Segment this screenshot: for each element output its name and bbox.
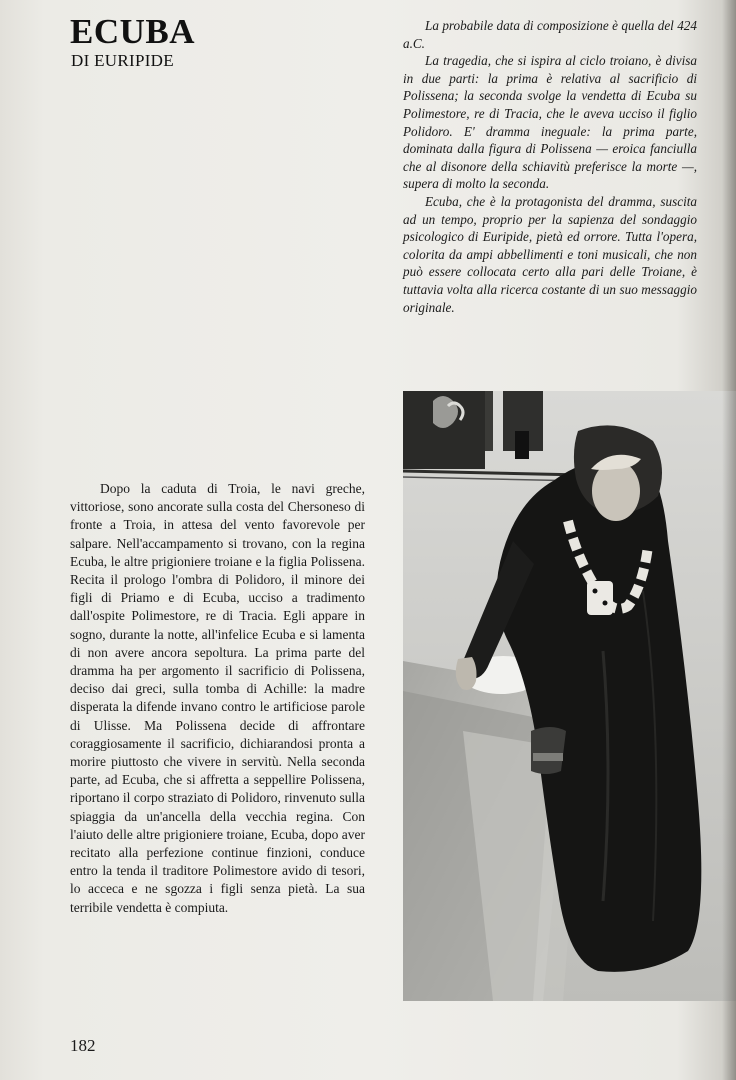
page-title: ECUBA <box>70 12 196 51</box>
page-subtitle: DI EURIPIDE <box>71 51 174 70</box>
intro-paragraph: Ecuba, che è la protagonista del dramma, suscita ad un tempo, proprio per la sapienza del sondaggio psicologico di Euripide, pietà ed orrore. Tutta l'opera, colorita da ampi abbellimenti e toni musicali, che non può essere collocata certo alla pari delle Troiane, è tuttavia volta alla ricerca costante di un suo messaggio originale. <box>403 193 697 315</box>
synopsis-paragraph: Dopo la caduta di Troia, le navi greche, vittoriose, sono ancorate sulla costa del Chersoneso di fronte a Troia, in attesa del vento favorevole per salpare. Nell'accampamento si trovano, con la regina Ecuba, le altre prigioniere troiane e la figlia Polissena. Recita il prologo l'ombra di Polidoro, il minore dei figli di Priamo e di Ecuba, ucciso a tradimento dall'ospite Polimestore, re di Tracia. Egli appare in sogno, durante la notte, all'infelice Ecuba e si lamenta di non avere ancora sepoltura. La prima parte del dramma ha per argomento il sacrificio di Polissena, deciso dai greci, sulla tomba di Achille: la madre disperata la difende invano contro le artificiose parole di Ulisse. Ma Polissena decide di affrontare coraggiosamente il sacrificio, dichiarandosi pronta a morire piuttosto che vivere in servitù. Nella seconda parte, ad Ecuba, che si affretta a seppellire Polissena, riportano il corpo straziato di Polidoro, rinvenuto sulla spiaggia da un'ancella della vecchia regina. Con l'aiuto delle altre prigioniere troiane, Ecuba, dopo aver recitato alla perfezione continue finzioni, conduce entro la tenda il traditore Polimestore avido di tesori, lo acceca e ne sgozza i figli senza pietà. La sua terribile vendetta è compiuta. <box>70 481 365 915</box>
stage-photo <box>403 391 736 1001</box>
intro-paragraph: La probabile data di composizione è quella del 424 a.C. <box>403 18 697 51</box>
page-number: 182 <box>70 1036 96 1055</box>
actress-in-costume-photo <box>403 391 736 1001</box>
synopsis-column <box>70 480 365 917</box>
intro-column <box>403 17 697 316</box>
intro-paragraph: La tragedia, che si ispira al ciclo troiano, è divisa in due parti: la prima è relativa al sacrificio di Polissena; la seconda svolge la vendetta di Ecuba su Polimestore, re di Tracia, che le aveva ucciso il figlio Polidoro. E' dramma ineguale: la prima parte, dominata dalla figura di Polissena — eroica fanciulla che al disonore della schiavitù preferisce la morte —, supera di molto la seconda. <box>403 53 697 192</box>
page-edge-shadow <box>722 0 736 1080</box>
